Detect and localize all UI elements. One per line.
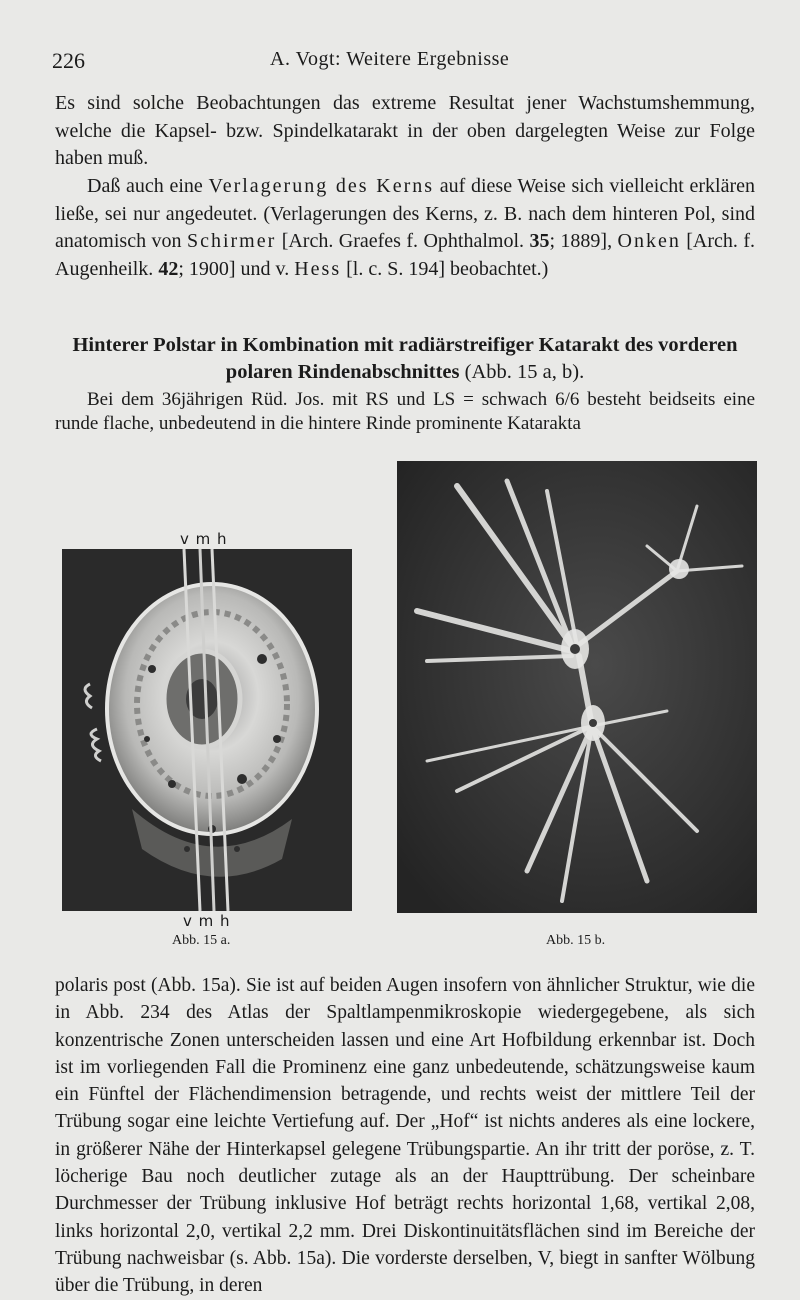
text-run: [l. c. S. 194] beobachtet.) — [341, 257, 549, 280]
paragraph-4-text: polaris post (Abb. 15a). Sie ist auf beiden Augen insofern von ähnlicher Struktur, wie die in Abb. 234 des Atlas der Spaltlampenmikroskopie wiedergegebene, als sich konzentrische Zonen unterscheiden lassen und eine Art Hofbildung erkennbar ist. Doch ist im vorliegenden Fall die Prominenz eine ganz unbedeutende, schätzungsweise kaum ein Fünftel der Flächendimension betragende, und rechts weist der mittlere Teil der Trübung sogar eine leichte Vertiefung auf. Der „Hof“ ist nichts anderes als eine lockere, in größerer Nähe der Hinterkapsel gelegene Trübungspartie. An ihr tritt der poröse, z. T. löcherige Bau noch deutlicher zutage als an der Haupttrübung. Der scheinbare Durchmesser der Trübung inklusive Hof beträgt rechts horizontal 1,68, vertikal 2,08, links horizontal 2,0, vertikal 2,2 mm. Drei Diskontinuitätsflächen sind im Bereiche der Trübung nachweisbar (s. Abb. 15a). Die vorderste derselben, V, biegt in sanfter Wölbung über die Trübung, in deren — [55, 975, 755, 1297]
paragraph-4 — [55, 972, 755, 1300]
figure-a-bottom-label: v m h — [183, 912, 231, 930]
figure-15a-illustration — [62, 549, 352, 911]
text-run: [Arch. Graefes f. Ophthalmol. — [276, 230, 530, 252]
text-run: [Arch. f. Augenheilk. — [55, 230, 755, 280]
running-title: A. Vogt: Weitere Ergebnisse — [270, 48, 510, 70]
section-heading — [55, 332, 755, 386]
text-run: ; 1889], — [549, 230, 618, 252]
text-run: auf diese Weise sich vielleicht erklären ließe, sei nur angedeutet. (Verlagerungen des Kerns, z. B. nach dem hinteren Pol, sind anatomisch von — [55, 175, 756, 252]
volume-number: 42 — [158, 257, 179, 280]
paragraph-1: Es sind solche Beobachtungen das extreme Resultat jener Wachstumshemmung, welche die Kapsel- bzw. Spindelkatarakt in der oben dargelegten Weise zur Folge haben muß. — [55, 92, 755, 169]
figure-15b-illustration — [397, 461, 757, 913]
page-header — [52, 44, 742, 78]
caption-15a: Abb. 15 a. — [172, 933, 231, 948]
section-heading-figure-ref: (Abb. 15 a, b). — [459, 361, 585, 383]
text-run: Daß auch eine — [87, 175, 209, 197]
paragraph-2 — [55, 173, 755, 283]
text-run: ; 1900] und v. — [178, 257, 295, 280]
figure-a-top-label: v m h — [180, 530, 228, 548]
author-schirmer: Schirmer — [186, 230, 277, 252]
paragraph-3: Bei dem 36jährigen Rüd. Jos. mit RS und LS = schwach 6/6 besteht beidseits eine runde flache, unbedeutend in die hintere Rinde prominente Katarakta — [55, 389, 755, 434]
volume-number: 35 — [529, 230, 550, 252]
caption-15b: Abb. 15 b. — [546, 933, 606, 948]
section-heading-title: Hinterer Polstar in Kombination mit radiärstreifiger Katarakt des vorderen polaren Rindenabschnittes — [72, 334, 738, 383]
emphasis-verlagerung: Verlagerung des Kerns — [208, 175, 435, 197]
figure-15a — [62, 549, 352, 911]
author-hess: Hess — [294, 257, 342, 280]
page-number: 226 — [52, 48, 85, 73]
figure-15b — [397, 461, 757, 913]
author-onken: Onken — [617, 230, 681, 252]
